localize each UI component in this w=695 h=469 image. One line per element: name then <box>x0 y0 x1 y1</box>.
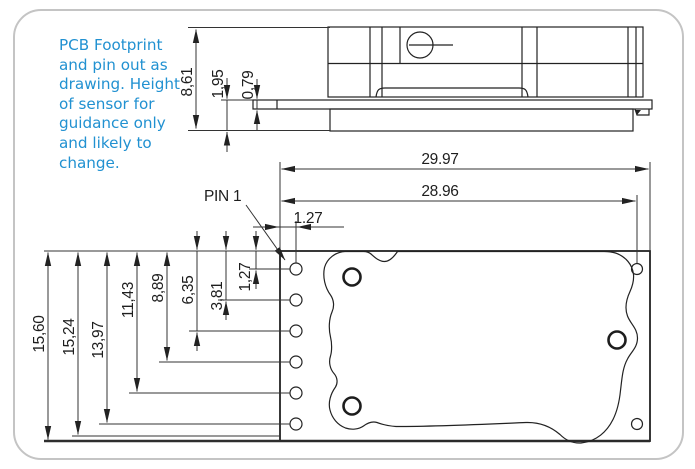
pin-hole <box>290 356 302 368</box>
dim-label-row3: 6,35 <box>180 275 197 305</box>
mounting-hole <box>609 332 626 349</box>
dim-label-side-base-height: 1,95 <box>210 69 227 99</box>
dim-label-overall-height: 15,60 <box>31 315 48 353</box>
side-view-dimensions <box>179 28 330 153</box>
pcb-outline <box>280 251 650 441</box>
pin-hole <box>290 325 302 337</box>
pin1-leader <box>246 205 285 260</box>
pin-hole <box>632 264 643 275</box>
dim-label-row6: 13,97 <box>90 321 107 359</box>
dim-label-row4: 8,89 <box>150 273 167 303</box>
dim-label-pin-col-inset: 1.27 <box>293 210 323 227</box>
pcb-bar <box>253 100 652 109</box>
mounting-holes <box>344 269 626 415</box>
bottom-recess <box>376 88 528 97</box>
dim-label-overall-width: 29.97 <box>421 151 459 168</box>
pin1-label: PIN 1 <box>204 188 242 205</box>
note-block <box>59 36 189 173</box>
note-line: of sensor for <box>59 94 155 113</box>
lower-block <box>330 109 633 131</box>
pin-hole <box>290 294 302 306</box>
pin-hole-1 <box>290 263 302 275</box>
note-line: guidance only <box>59 114 166 133</box>
mounting-hole <box>344 269 361 286</box>
dim-label-pin-span-width: 28.96 <box>421 183 459 200</box>
mounting-hole <box>344 398 361 415</box>
dim-label-row1: 1,27 <box>237 262 254 292</box>
sensor-outline <box>324 252 638 444</box>
pin-hole <box>290 387 302 399</box>
dim-label-row2: 3,81 <box>209 281 226 311</box>
note-line: and pin out as <box>59 55 168 74</box>
side-view <box>179 27 652 152</box>
pin-hole <box>290 418 302 430</box>
horizontal-dimensions <box>204 151 650 263</box>
note-line: drawing. Height <box>59 75 180 94</box>
vertical-dimensions <box>31 231 290 441</box>
pin-hole <box>632 419 643 430</box>
note-line: and likely to <box>59 133 152 152</box>
dim-label-side-overall-height: 8,61 <box>179 67 196 97</box>
dim-label-side-pcb-thickness: 0,79 <box>240 70 257 100</box>
footprint-view <box>31 151 650 443</box>
dim-label-inner-height: 15,24 <box>61 318 78 356</box>
sensor-body <box>328 27 643 97</box>
note-line: change. <box>59 153 120 172</box>
dim-label-row5: 11,43 <box>120 281 137 319</box>
note-line: PCB Footprint <box>59 36 163 54</box>
